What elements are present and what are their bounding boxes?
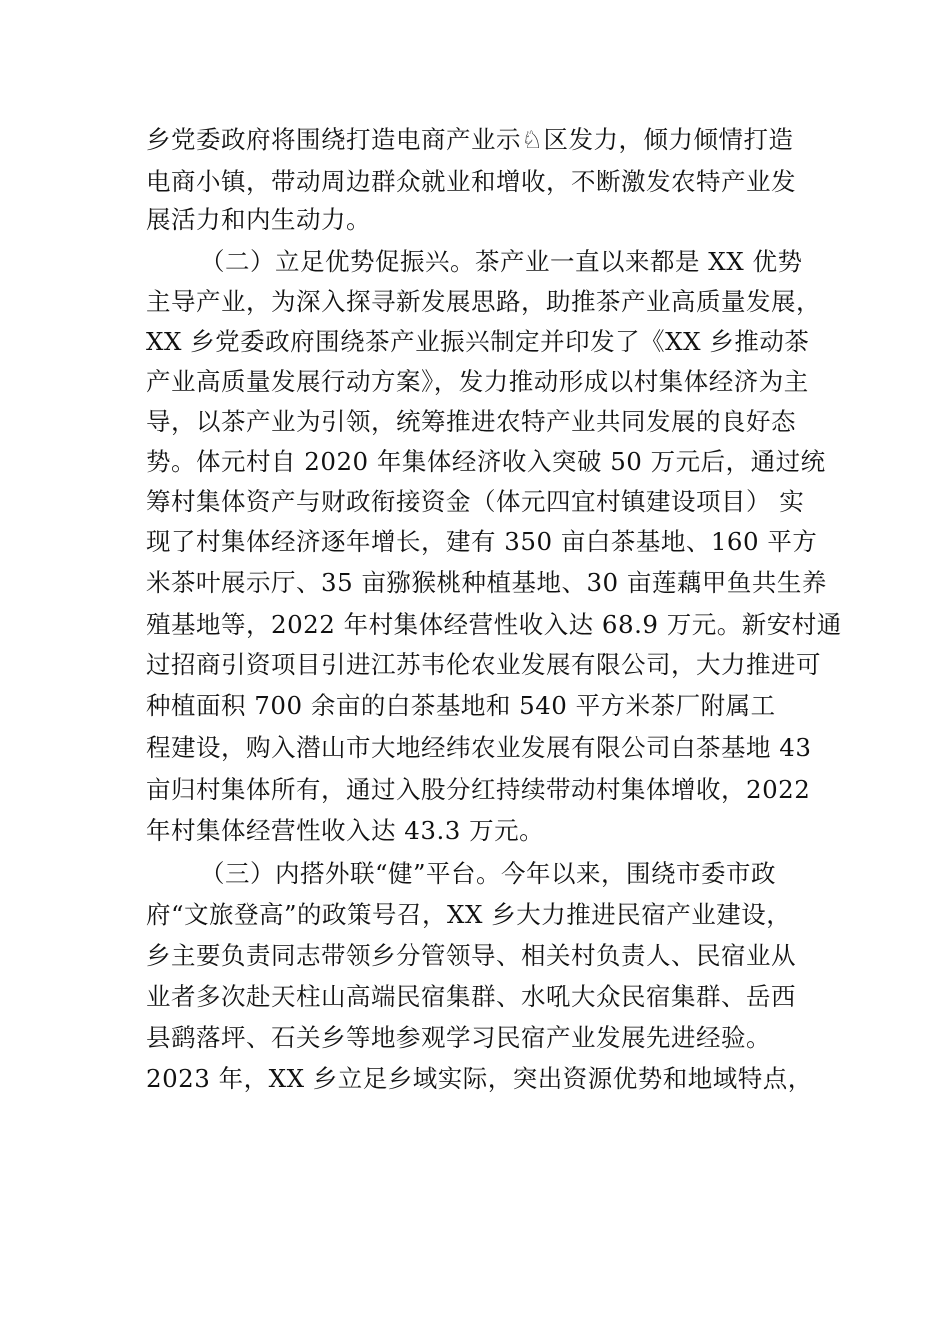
text-line: 程建设，购入潜山市大地经纬农业发展有限公司白茶基地 43 bbox=[146, 733, 812, 762]
text-line: 过招商引资项目引进江苏韦伦农业发展有限公司，大力推进可 bbox=[146, 650, 821, 679]
text-line: 殖基地等，2022 年村集体经营性收入达 68.9 万元。新安村通 bbox=[146, 610, 842, 639]
text-line: 种植面积 700 余亩的白茶基地和 540 平方米茶厂附属工 bbox=[146, 691, 776, 720]
text-line: 电商小镇，带动周边群众就业和增收，不断激发农特产业发 bbox=[146, 167, 796, 196]
text-line: 乡党委政府将围绕打造电商产业示♘区发力，倾力倾情打造 bbox=[146, 125, 794, 154]
text-line: 县鹞落坪、石关乡等地参观学习民宿产业发展先进经验。 bbox=[146, 1023, 771, 1052]
text-line: 现了村集体经济逐年增长，建有 350 亩白茶基地、160 平方 bbox=[146, 527, 818, 556]
text-line: 势。体元村自 2020 年集体经济收入突破 50 万元后，通过统 bbox=[146, 447, 826, 476]
text-line: 筹村集体资产与财政衔接资金（体元四宜村镇建设项目） 实 bbox=[146, 487, 805, 516]
text-line: 展活力和内生动力。 bbox=[146, 205, 371, 234]
text-line: 2023 年，XX 乡立足乡域实际，突出资源优势和地域特点， bbox=[146, 1064, 813, 1093]
text-line: 亩归村集体所有，通过入股分红持续带动村集体增收，2022 bbox=[146, 775, 811, 804]
text-line: 主导产业，为深入探寻新发展思路，助推茶产业高质量发展， bbox=[146, 287, 821, 316]
text-line: 业者多次赴天柱山高端民宿集群、水吼大众民宿集群、岳西 bbox=[146, 982, 796, 1011]
text-line: 年村集体经营性收入达 43.3 万元。 bbox=[146, 816, 545, 845]
text-line: XX 乡党委政府围绕茶产业振兴制定并印发了《XX 乡推动茶 bbox=[146, 327, 810, 356]
text-line: 导，以茶产业为引领，统筹推进农特产业共同发展的良好态 bbox=[146, 407, 796, 436]
paragraph-heading-line: （二）立足优势促振兴。茶产业一直以来都是 XX 优势 bbox=[200, 247, 803, 276]
text-line: 米茶叶展示厅、35 亩猕猴桃种植基地、30 亩莲藕甲鱼共生养 bbox=[146, 568, 827, 597]
text-line: 府“文旅登高”的政策号召，XX 乡大力推进民宿产业建设， bbox=[146, 900, 792, 929]
text-line: 乡主要负责同志带领乡分管领导、相关村负责人、民宿业从 bbox=[146, 941, 796, 970]
paragraph-heading-line: （三）内搭外联“健”平台。今年以来，围绕市委市政 bbox=[200, 859, 777, 888]
text-line: 产业高质量发展行动方案》，发力推动形成以村集体经济为主 bbox=[146, 367, 809, 396]
